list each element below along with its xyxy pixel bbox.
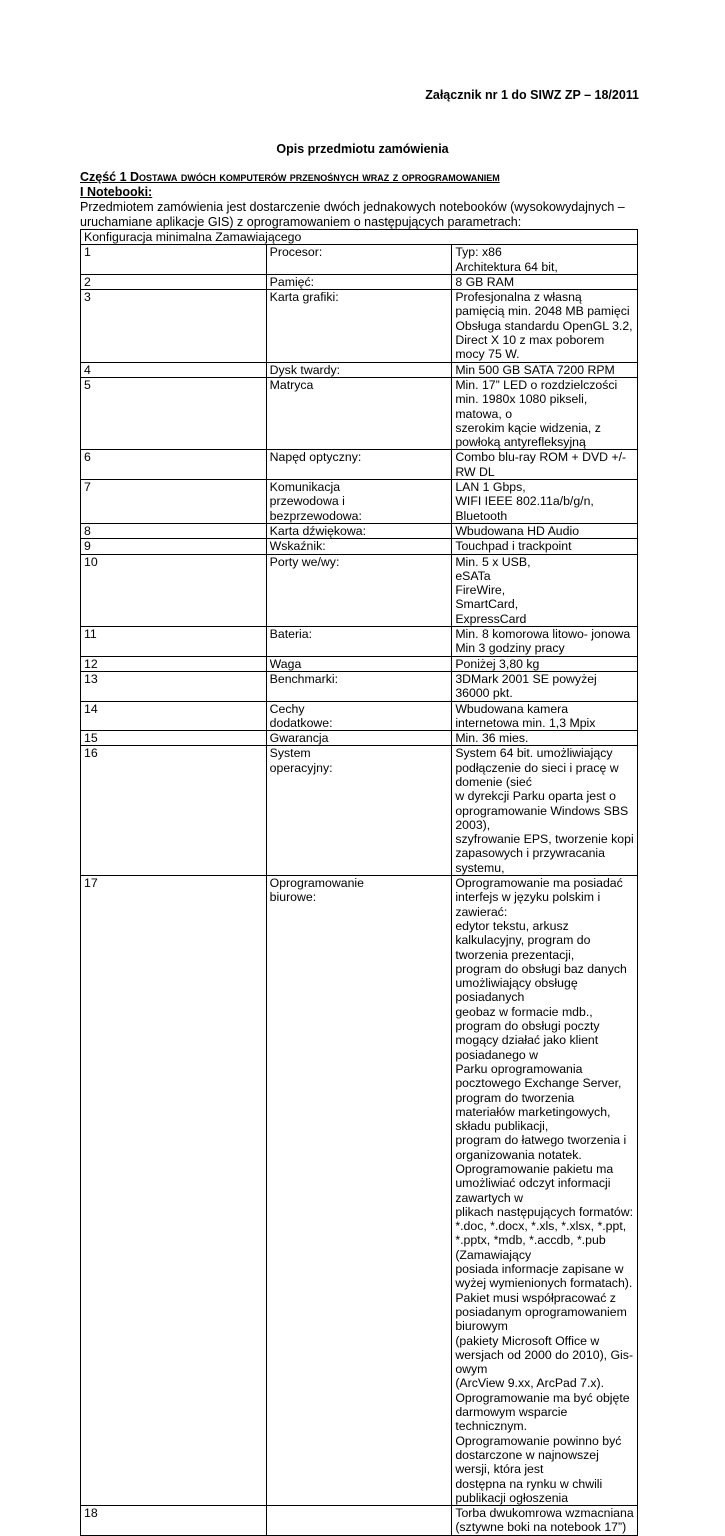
parameter-name-line: Benchmarki: (269, 671, 338, 686)
parameter-value-line: Min 500 GB SATA 7200 RPM (455, 362, 615, 377)
parameter-value (452, 656, 638, 671)
subsection-heading: I Notebooki: (80, 185, 153, 199)
table-row (81, 274, 638, 289)
parameter-name-line: Pamięć: (269, 274, 315, 289)
parameter-value-line: Combo blu-ray ROM + DVD +/-RW DL (455, 450, 627, 479)
parameter-value (452, 671, 638, 701)
parameter-value-line: (ArcView 9.xx, ArcPad 7.x). (455, 1376, 605, 1391)
parameter-name-line: biurowe: (269, 890, 317, 905)
parameter-value-line: Oprogramowanie ma być objęte darmowym wsparcie technicznym. (455, 1390, 630, 1434)
intro-paragraph: Przedmiotem zamówienia jest dostarczenie dwóch jednakowych notebooków (wysokowydajnych – uruchamiane aplikacje GIS) z oprogramowaniem o następujących parametrach: (80, 200, 625, 229)
parameter-value-line: program do obsługi baz danych umożliwiający obsługę posiadanych (455, 961, 627, 1005)
parameter-value (452, 362, 638, 377)
parameter-value-line: dostępna na rynku w chwili publikacji ogłoszenia (455, 1476, 603, 1505)
parameter-name (266, 701, 452, 731)
row-number: 17 (81, 876, 267, 1506)
parameter-name-line: Komunikacja (269, 480, 341, 495)
parameter-name (266, 274, 452, 289)
parameter-name (266, 377, 452, 449)
parameter-value-line: LAN 1 Gbps, (455, 480, 526, 495)
parameter-value-line: *.doc, *.docx, *.xls, *.xlsx, *.ppt, *.pptx, *mdb, *.accdb, *.pub (Zamawiający (455, 1219, 627, 1262)
parameter-value-line: Min. 17” LED o rozdzielczości min. 1980x 1080 pikseli, matowa, o (455, 377, 618, 421)
table-row (81, 480, 638, 524)
parameter-value-line: Min. 5 x USB, (455, 554, 531, 569)
parameter-value (452, 701, 638, 731)
parameter-name-line: Cechy (269, 701, 305, 716)
parameter-value-line: System 64 bit. umożliwiający podłączenie do sieci i pracę w domenie (sieć (455, 746, 619, 789)
table-row (81, 290, 638, 362)
parameter-value-line: Oprogramowanie ma posiadać interfejs w języku polskim i zawierać: (455, 876, 623, 919)
row-number: 14 (81, 701, 267, 731)
parameter-value-line: szerokim kącie widzenia, z powłoką antyrefleksyjną (455, 420, 601, 450)
parameter-name-line: System (269, 746, 311, 761)
parameter-name-line: Wskaźnik: (269, 539, 326, 554)
parameter-value (452, 290, 638, 362)
parameter-value (452, 554, 638, 626)
parameter-name (266, 539, 452, 554)
parameter-name-line: przewodowa i (269, 494, 345, 509)
parameter-name (266, 290, 452, 362)
table-row (81, 731, 638, 746)
parameter-value-line: FireWire, (455, 583, 506, 598)
parameter-name-line: Karta grafiki: (269, 290, 339, 305)
parameter-name (266, 554, 452, 626)
parameter-value-line: posiada informacje zapisane w wyżej wymienionych formatach). (455, 1262, 633, 1291)
parameter-name-line: Matryca (269, 377, 314, 392)
parameter-name (266, 245, 452, 275)
parameter-name (266, 656, 452, 671)
part-prefix: Część 1 (80, 170, 131, 184)
row-number: 8 (81, 523, 267, 538)
parameter-name (266, 876, 452, 1506)
parameter-value (452, 523, 638, 538)
parameter-value-line: Bluetooth (455, 508, 508, 523)
parameter-value-line: Architektura 64 bit, (455, 259, 558, 274)
parameter-name (266, 627, 452, 657)
parameter-value-line: Oprogramowanie powinno być dostarczone w najnowszej wersji, która jest (455, 1433, 622, 1477)
row-number: 5 (81, 377, 267, 449)
parameter-name-line: Napęd optyczny: (269, 450, 362, 465)
parameter-value-line: Parku oprogramowania pocztowego Exchange Server, (455, 1061, 622, 1091)
document-title: Opis przedmiotu zamówienia (276, 142, 449, 156)
table-row (81, 876, 638, 1506)
table-row (81, 627, 638, 657)
parameter-value-line: edytor tekstu, arkusz kalkulacyjny, program do tworzenia prezentacji, (455, 918, 591, 962)
table-row (81, 1506, 638, 1536)
parameter-value-line: 3DMark 2001 SE powyżej 36000 pkt. (455, 671, 597, 701)
parameter-value-line: geobaz w formacie mdb., (455, 1004, 593, 1019)
parameter-value (452, 450, 638, 480)
table-row (81, 450, 638, 480)
row-number: 18 (81, 1506, 267, 1536)
table-row (81, 746, 638, 876)
table-row (81, 701, 638, 731)
parameter-name (266, 523, 452, 538)
parameter-value-line: plikach następujących formatów: (455, 1204, 634, 1219)
parameter-value-line: Wbudowana HD Audio (455, 523, 580, 538)
table-row (81, 377, 638, 449)
parameter-value-line: WIFI IEEE 802.11a/b/g/n, (455, 494, 594, 509)
parameter-name (266, 746, 452, 876)
parameter-value (452, 627, 638, 657)
parameter-name-line (270, 1506, 449, 1520)
row-number: 12 (81, 656, 267, 671)
parameter-value (452, 377, 638, 449)
attachment-header: Załącznik nr 1 do SIWZ ZP – 18/2011 (425, 88, 639, 102)
parameter-name-line: Karta dźwiękowa: (269, 523, 367, 538)
parameter-value-line: Min 3 godziny pracy (455, 641, 565, 656)
parameter-name (266, 480, 452, 524)
row-number: 1 (81, 245, 267, 275)
parameter-name (266, 671, 452, 701)
part-heading (80, 170, 640, 185)
row-number: 16 (81, 746, 267, 876)
row-number: 13 (81, 671, 267, 701)
table-header-row (81, 230, 638, 245)
row-number: 9 (81, 539, 267, 554)
parameter-value-line: Torba dwukomrowa wzmacniana (sztywne boki na notebook 17”) (455, 1506, 634, 1535)
parameter-name-line: Dysk twardy: (269, 362, 341, 377)
parameter-value-line: Min. 8 komorowa litowo- jonowa (455, 627, 631, 642)
parameter-value-line: SmartCard, (455, 597, 519, 612)
parameter-name (266, 731, 452, 746)
parameter-value (452, 1506, 638, 1536)
parameter-value (452, 746, 638, 876)
parameter-value (452, 480, 638, 524)
parameter-value-line: 8 GB RAM (455, 274, 515, 289)
parameter-value-line: program do łatwego tworzenia i organizowania notatek. (455, 1133, 627, 1162)
parameter-value (452, 245, 638, 275)
parameter-value (452, 876, 638, 1506)
table-row (81, 245, 638, 275)
parameter-name (266, 362, 452, 377)
table-row (81, 671, 638, 701)
parameter-value-line: Pakiet musi współpracować z posiadanym oprogramowaniem biurowym (455, 1290, 627, 1334)
row-number: 6 (81, 450, 267, 480)
parameter-value-line: program do obsługi poczty mogący działać jako klient posiadanego w (455, 1019, 600, 1062)
parameter-value-line: Profesjonalna z własną pamięcią min. 2048 MB pamięci (455, 290, 630, 319)
row-number: 3 (81, 290, 267, 362)
parameter-value (452, 274, 638, 289)
parameter-name-line: Gwarancja (269, 731, 329, 746)
parameter-value-line: w dyrekcji Parku oparta jest o oprogramowanie Windows SBS 2003), (455, 789, 629, 832)
parameter-value-line: program do tworzenia materiałów marketingowych, składu publikacji, (455, 1090, 611, 1134)
parameter-name-line: Procesor: (269, 245, 323, 260)
part-title: Dostawa dwóch komputerów przenośnych wraz z oprogramowaniem (130, 170, 500, 184)
parameter-name (266, 450, 452, 480)
parameter-name-line: Bateria: (269, 627, 313, 642)
spec-table (80, 229, 638, 1536)
parameter-name (266, 1506, 452, 1536)
parameter-name-line: Waga (269, 656, 302, 671)
row-number: 2 (81, 274, 267, 289)
parameter-value-line: ExpressCard (455, 611, 527, 626)
table-row (81, 362, 638, 377)
row-number: 11 (81, 627, 267, 657)
row-number: 4 (81, 362, 267, 377)
parameter-value (452, 731, 638, 746)
parameter-value-line: Touchpad i trackpoint (455, 539, 572, 554)
parameter-name-line: Porty we/wy: (269, 554, 340, 569)
parameter-value-line: Poniżej 3,80 kg (455, 656, 540, 671)
parameter-value (452, 539, 638, 554)
parameter-value-line: Obsługa standardu OpenGL 3.2, Direct X 10 z max poborem mocy 75 W. (455, 318, 633, 362)
parameter-name-line: dodatkowe: (269, 715, 333, 730)
table-row (81, 656, 638, 671)
parameter-value-line: Wbudowana kamera internetowa min. 1,3 Mpix (455, 701, 596, 730)
parameter-name-line: Oprogramowanie (269, 876, 364, 891)
table-row (81, 523, 638, 538)
row-number: 10 (81, 554, 267, 626)
parameter-value-line: Min. 36 mies. (455, 731, 529, 746)
row-number: 7 (81, 480, 267, 524)
table-row (81, 554, 638, 626)
parameter-value-line: eSATa (455, 568, 491, 583)
row-number: 15 (81, 731, 267, 746)
parameter-name-line: operacyjny: (269, 760, 333, 775)
parameter-value-line: (pakiety Microsoft Office w wersjach od 2000 do 2010), Gis-owym (455, 1333, 634, 1377)
table-row (81, 539, 638, 554)
parameter-value-line: Oprogramowanie pakietu ma umożliwiać odczyt informacji zawartych w (455, 1162, 614, 1205)
parameter-value-line: szyfrowanie EPS, tworzenie kopi zapasowych i przywracania systemu, (455, 832, 634, 875)
table-header: Konfiguracja minimalna Zamawiającego (81, 230, 638, 245)
parameter-name-line: bezprzewodowa: (269, 508, 362, 523)
parameter-value-line: Typ: x86 (455, 245, 502, 260)
